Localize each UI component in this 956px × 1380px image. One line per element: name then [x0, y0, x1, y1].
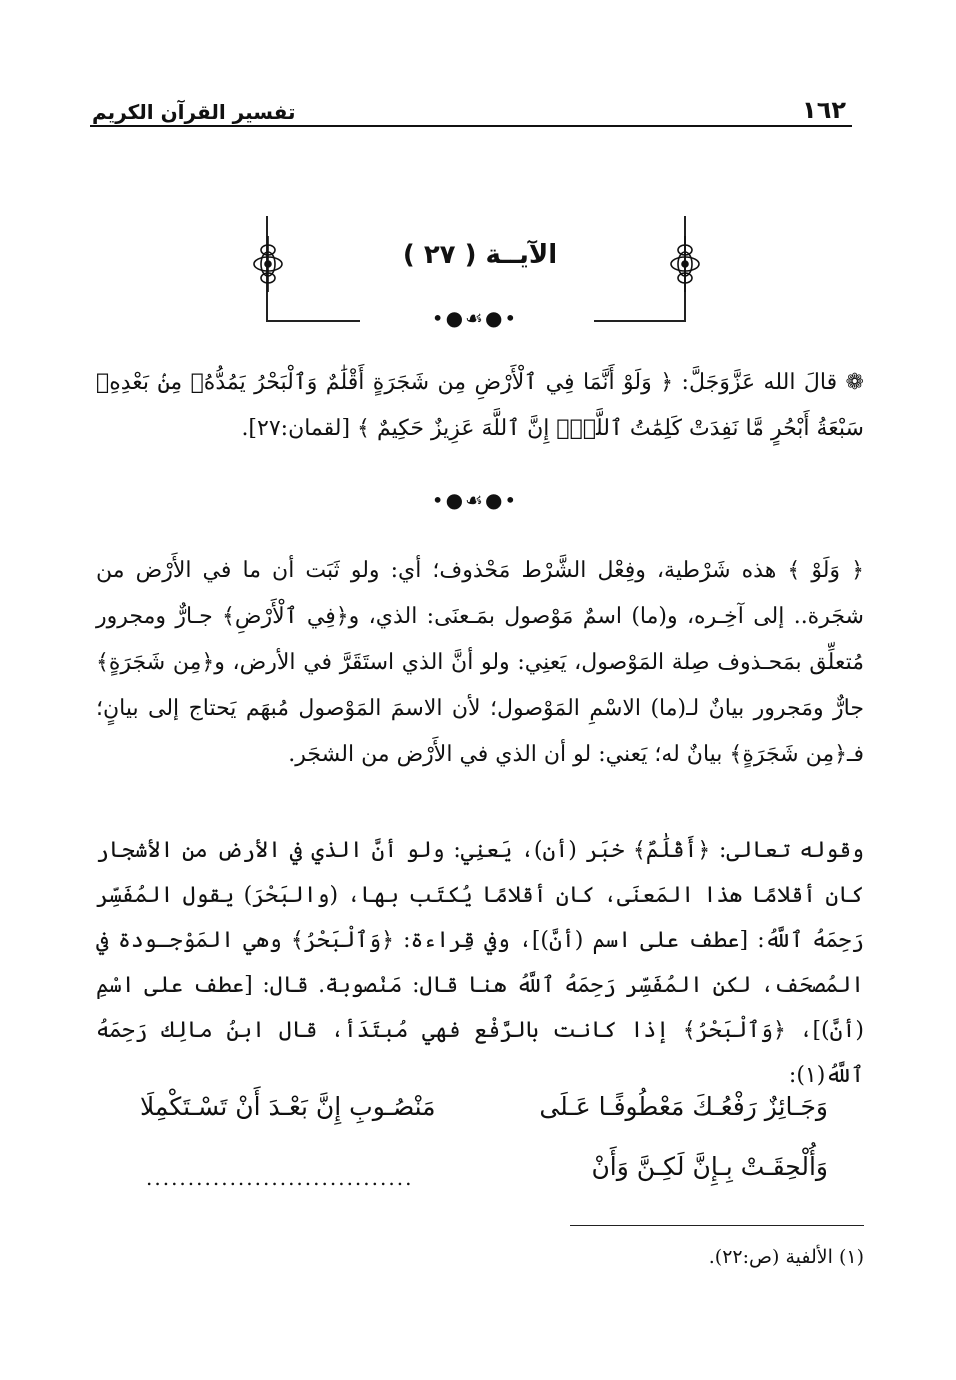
poetry-hemistich: وَأُلْحِقَـتْ بِـإِنَّ لَكِـنَّ وَأَنْ [591, 1152, 828, 1181]
ayah-title: الآيــة ( ٢٧ ) [402, 240, 558, 270]
book-title: تفسير القرآن الكريم [92, 100, 296, 124]
poetry-hemistich: مَنْصُـوبِ إِنَّ بَعْـدَ أَنْ تَسْـتَكْمِلَا [140, 1092, 436, 1121]
tafsir-paragraph: وقوله تعالى: ﴿أَقْلَٰمٌ﴾ خبَر (أن)، يَعنِي: ولو أنَّ الذي في الأرض من الأشجار كان أقلامًا هذا المَعنَى، كان أقلامًا يُكتَب بها، (والبَحْرَ) يقول المُفَسِّر رَحِمَهُ ٱللَّهُ: [عطف على اسم (أنَّ)]، وفي قِراءة: ﴿وَٱلْبَحْرُ﴾ وهي المَوْجـودة في المُصحَف، لكن المُفَسِّر رَحِمَهُ ٱللَّهُ هنا قال: مَنْصوبة. قال: [عطف على اسْمِ (أنَّ)]، ﴿وَٱلْبَحْرُ﴾ إذا كانت بالرَّفْع فهي مُبتَدَأ، قال ابنُ مالِك رَحِمَهُ ٱللَّهُ(١): [96, 838, 864, 1088]
ornamental-divider: •●☙●• [431, 488, 519, 512]
quran-verse: ❁ قالَ الله عَزَّوَجَلَّ: ﴿ وَلَوْ أَنَّمَا فِي ٱلْأَرْضِ مِن شَجَرَةٍ أَقْلَٰمٌ وَٱلْبَحْرُ يَمُدُّهُۥ مِنۢ بَعْدِهِۦ سَبْعَةُ أَبْحُرٍ مَّا نَفِدَتْ كَلِمَٰتُ ٱللَّهِۗ إِنَّ ٱللَّهَ عَزِيزٌ حَكِيمٌ ﴾ [لقمان:٢٧]. [96, 370, 864, 441]
poetry-hemistich-ellipsis: ................................ [146, 1166, 414, 1190]
header-rule [90, 125, 852, 127]
poetry-hemistich: وَجَـائِزٌ رَفْعُـكَ مَعْطُوفًـا عَـلَى [539, 1092, 828, 1121]
ornament-knot-icon [668, 236, 702, 292]
tafsir-paragraph: ﴿ وَلَوْ ﴾ هذه شَرْطية، وفِعْل الشَّرْط مَحْذوف؛ أي: ولو ثَبَت أن ما في الأَرْض من شجَرة.. إلى آخِـره، و(ما) اسمٌ مَوْصول بمَـعنَى: الذي، و﴿فِي ٱلْأَرْضِ﴾ جـارٌّ ومجرور مُتعلِّق بمَحـذوف صِلة المَوْصول، يَعنِي: ولو أنَّ الذي استَقَرَّ في الأرض، و﴿مِن شَجَرَةٍ﴾ جارٌّ ومَجرور بيانٌ لـ(ما) الاسْمِ المَوْصول؛ لأن الاسمَ المَوْصول مُبهَم يَحتاج إلى بيانٍ؛ فـ﴿مِن شَجَرَةٍ﴾ بيانٌ له؛ يَعني: لو أن الذي في الأَرْض من الشجَر. [96, 558, 864, 767]
page-number: ١٦٢ [802, 96, 846, 124]
ornamental-divider: •●☙●• [431, 306, 519, 330]
ornament-knot-icon [251, 236, 285, 292]
footnote: (١) الألفية (ص:٢٢). [708, 1246, 864, 1268]
footnote-rule [570, 1225, 864, 1226]
